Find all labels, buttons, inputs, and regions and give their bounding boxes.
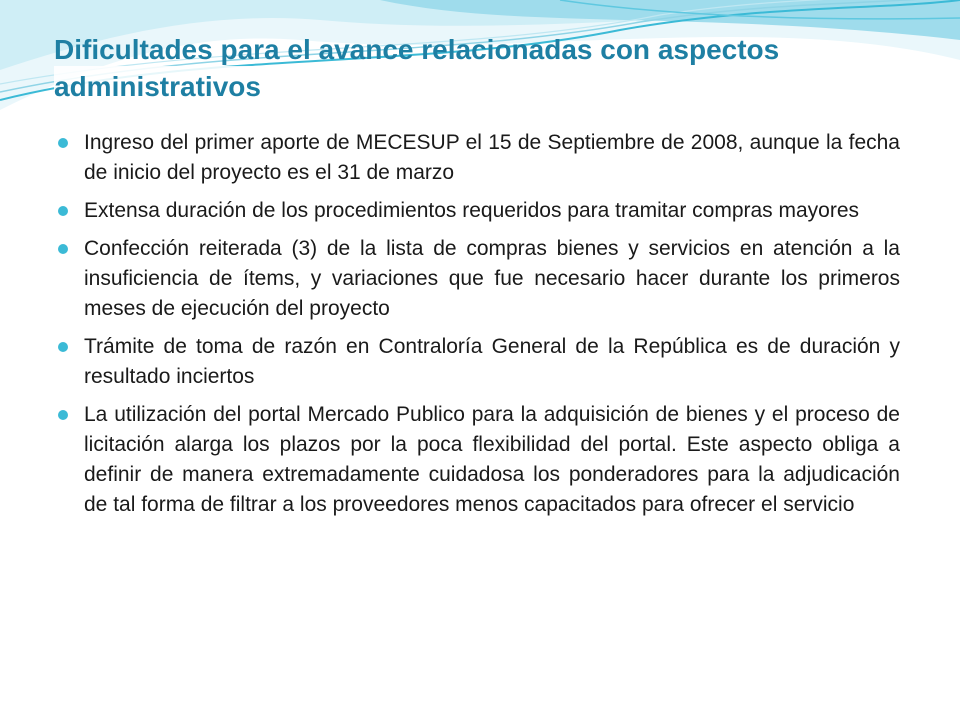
- bullet-list: [58, 128, 900, 528]
- bullet-dot-icon: [58, 410, 68, 420]
- bullet-dot-icon: [58, 206, 68, 216]
- bullet-item: [58, 234, 900, 324]
- bullet-text: La utilización del portal Mercado Publico para la adquisición de bienes y el proceso de licitación alarga los plazos por la poca flexibilidad del portal. Este aspecto obliga a definir de manera extremadamente cuidadosa los ponderadores para la adjudicación de tal forma de filtrar a los proveedores menos capacitados para ofrecer el servicio: [84, 403, 900, 516]
- bullet-item: [58, 128, 900, 188]
- bullet-text: Trámite de toma de razón en Contraloría General de la República es de duración y resultado inciertos: [84, 335, 900, 388]
- bullet-item: [58, 332, 900, 392]
- bullet-dot-icon: [58, 244, 68, 254]
- bullet-dot-icon: [58, 342, 68, 352]
- bullet-item: [58, 196, 900, 226]
- slide-title: Dificultades para el avance relacionadas con aspectos administrativos: [54, 34, 780, 102]
- bullet-text: Ingreso del primer aporte de MECESUP el 15 de Septiembre de 2008, aunque la fecha de inicio del proyecto es el 31 de marzo: [84, 131, 900, 184]
- bullet-text: Extensa duración de los procedimientos requeridos para tramitar compras mayores: [84, 199, 860, 222]
- bullet-item: [58, 400, 900, 520]
- bullet-text: Confección reiterada (3) de la lista de compras bienes y servicios en atención a la insuficiencia de ítems, y variaciones que fue necesario hacer durante los primeros meses de ejecución del proyecto: [84, 237, 900, 320]
- bullet-dot-icon: [58, 138, 68, 148]
